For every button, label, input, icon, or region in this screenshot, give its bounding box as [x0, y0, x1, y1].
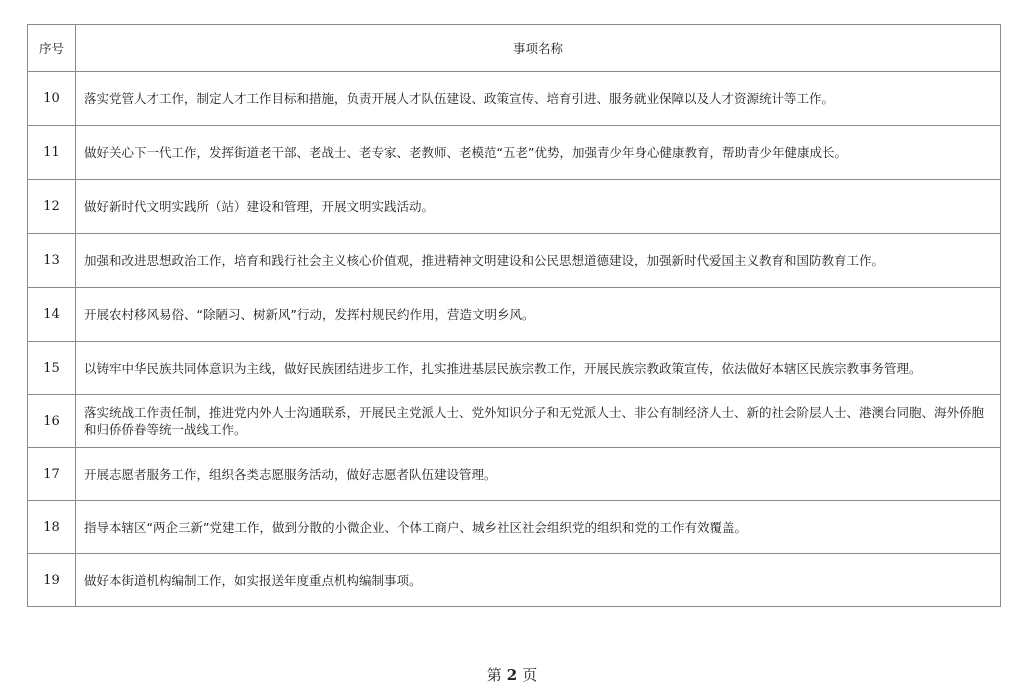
matters-table: [27, 24, 1001, 607]
table-row: [28, 180, 1001, 234]
page-prefix: 第: [486, 666, 502, 684]
row-index: 11: [28, 126, 76, 180]
page-number: 2: [506, 666, 518, 684]
table-row: [28, 72, 1001, 126]
table-row: [28, 126, 1001, 180]
table-row: [28, 448, 1001, 501]
row-index: 16: [28, 395, 76, 448]
table-row: [28, 342, 1001, 395]
row-text: 指导本辖区“两企三新”党建工作，做到分散的小微企业、个体工商户、城乡社区社会组织党的组织和党的工作有效覆盖。: [76, 501, 1001, 554]
row-index: 14: [28, 288, 76, 342]
row-index: 18: [28, 501, 76, 554]
row-text: 做好关心下一代工作，发挥街道老干部、老战士、老专家、老教师、老模范“五老”优势，加强青少年身心健康教育，帮助青少年健康成长。: [76, 126, 1001, 180]
row-index: 13: [28, 234, 76, 288]
row-index: 15: [28, 342, 76, 395]
row-index: 17: [28, 448, 76, 501]
row-index: 12: [28, 180, 76, 234]
header-name: 事项名称: [76, 25, 1001, 72]
header-index: 序号: [28, 25, 76, 72]
table-row: [28, 554, 1001, 607]
row-index: 10: [28, 72, 76, 126]
row-text: 落实统战工作责任制，推进党内外人士沟通联系，开展民主党派人士、党外知识分子和无党派人士、非公有制经济人士、新的社会阶层人士、港澳台同胞、海外侨胞和归侨侨眷等统一战线工作。: [76, 395, 1001, 448]
row-text: 开展农村移风易俗、“除陋习、树新风”行动，发挥村规民约作用，营造文明乡风。: [76, 288, 1001, 342]
row-text: 做好新时代文明实践所（站）建设和管理，开展文明实践活动。: [76, 180, 1001, 234]
table-header-row: [28, 25, 1001, 72]
page-footer: [0, 664, 1024, 685]
row-text: 加强和改进思想政治工作，培育和践行社会主义核心价值观，推进精神文明建设和公民思想道德建设，加强新时代爱国主义教育和国防教育工作。: [76, 234, 1001, 288]
table-row: [28, 395, 1001, 448]
row-index: 19: [28, 554, 76, 607]
row-text: 落实党管人才工作，制定人才工作目标和措施，负责开展人才队伍建设、政策宣传、培育引进、服务就业保障以及人才资源统计等工作。: [76, 72, 1001, 126]
row-text: 以铸牢中华民族共同体意识为主线，做好民族团结进步工作，扎实推进基层民族宗教工作，开展民族宗教政策宣传，依法做好本辖区民族宗教事务管理。: [76, 342, 1001, 395]
table-row: [28, 234, 1001, 288]
row-text: 开展志愿者服务工作，组织各类志愿服务活动，做好志愿者队伍建设管理。: [76, 448, 1001, 501]
row-text: 做好本街道机构编制工作，如实报送年度重点机构编制事项。: [76, 554, 1001, 607]
page-suffix: 页: [522, 666, 538, 684]
table-row: [28, 501, 1001, 554]
table-row: [28, 288, 1001, 342]
